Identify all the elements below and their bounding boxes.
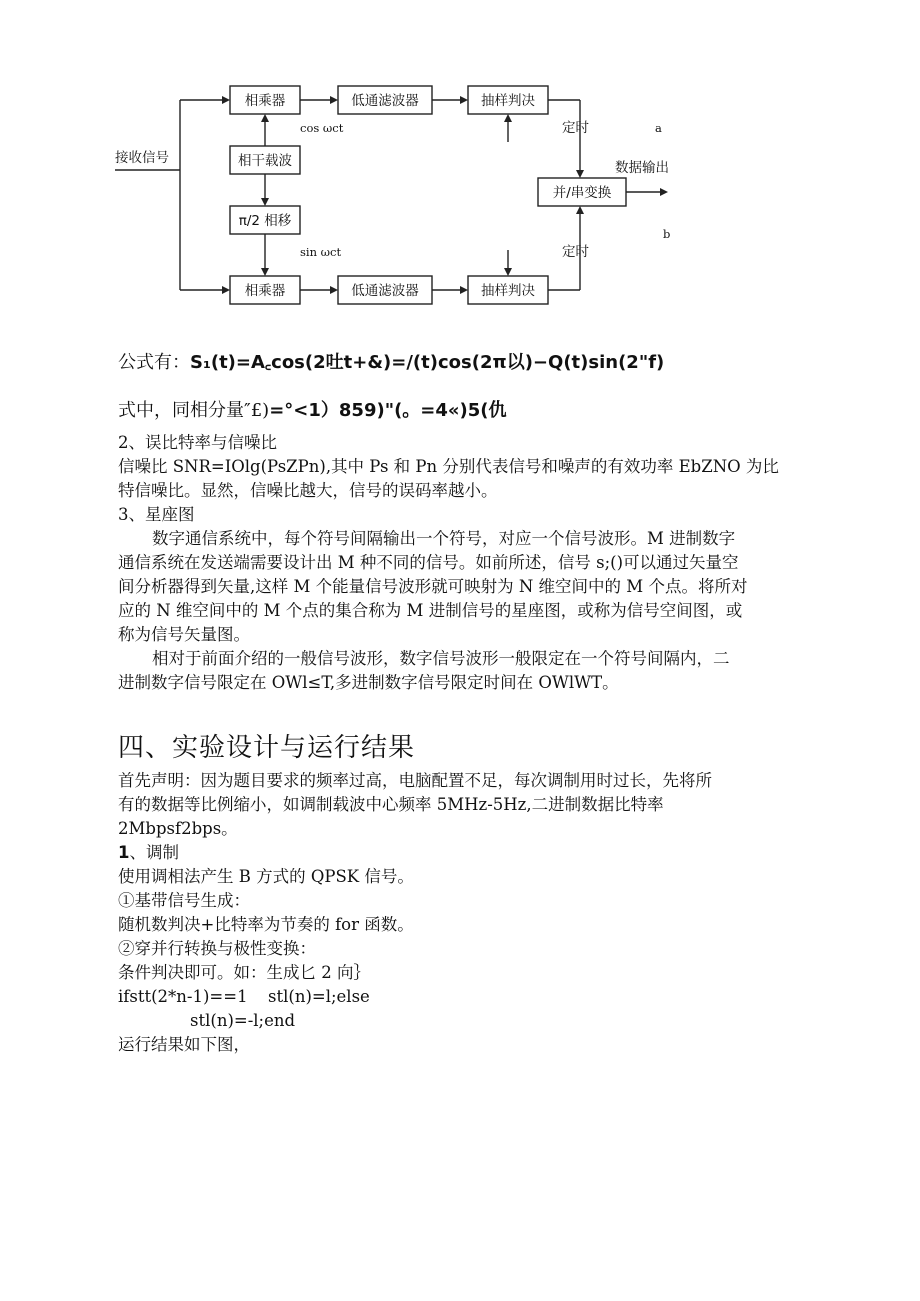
bottom-multiplier-label: 相乘器 bbox=[244, 283, 286, 299]
section-4-item: ①基带信号生成： bbox=[118, 891, 250, 910]
section-2-line: 特信噪比。显然，信噪比越大，信号的误码率越小。 bbox=[118, 481, 498, 500]
top-lpf-label: 低通滤波器 bbox=[351, 93, 419, 109]
sin-label: sin ωct bbox=[300, 245, 342, 259]
section-4-item: 随机数判决+比特率为节奏的 for 函数。 bbox=[118, 915, 414, 934]
section-4-heading: 四、实验设计与运行结果 bbox=[118, 733, 416, 763]
section-4-last-line: 运行结果如下图， bbox=[118, 1035, 250, 1054]
phase-shift-label: π/2 相移 bbox=[238, 213, 292, 229]
code-line-1a: ifstt(2*n-1)==1 bbox=[118, 987, 248, 1006]
section-3-line: 通信系统在发送端需要设计出 M 种不同的信号。如前所述，信号 s;()可以通过矢量空 bbox=[118, 553, 739, 572]
section-3-line: 应的 N 维空间中的 M 个点的集合称为 M 进制信号的星座图，或称为信号空间图，或 bbox=[118, 601, 743, 620]
section-4-line: 首先声明：因为题目要求的频率过高，电脑配置不足，每次调制用时过长，先将所 bbox=[118, 771, 712, 790]
formula-1-expression: S₁(t)=A꜀cos(2吐t+&)=/(t)cos(2π以)−Q(t)sin(2"f) bbox=[190, 352, 665, 373]
formula-line-1 bbox=[118, 348, 664, 374]
section-2-line: 信噪比 SNR=IOlg(PsZPn),其中 Ps 和 Pn 分别代表信号和噪声的有效功率 EbZNO 为比 bbox=[118, 457, 779, 476]
code-line-2: stl(n)=-l;end bbox=[190, 1011, 296, 1030]
timing-top-label: 定时 bbox=[562, 120, 589, 136]
section-3-title: 3、星座图 bbox=[118, 505, 195, 524]
top-decision-label: 抽样判决 bbox=[481, 93, 535, 109]
section-4-item: ②穿并行转换与极性变换： bbox=[118, 939, 316, 958]
section-4-line: 2Mbpsf2bps。 bbox=[118, 819, 238, 838]
section-2-title: 2、误比特率与信噪比 bbox=[118, 433, 277, 452]
formula-2-expression: =°<1）859)"(。=4«)5(仇 bbox=[269, 400, 507, 421]
section-3-line: 相对于前面介绍的一般信号波形，数字信号波形一般限定在一个符号间隔内，二 bbox=[152, 649, 730, 668]
section-3-line: 数字通信系统中，每个符号间隔输出一个符号，对应一个信号波形。M 进制数字 bbox=[152, 529, 736, 548]
section-4-line: 有的数据等比例缩小，如调制载波中心频率 5MHz-5Hz,二进制数据比特率 bbox=[118, 795, 664, 814]
label-a: a bbox=[655, 121, 662, 135]
subsection-1-title bbox=[118, 841, 179, 865]
section-3-line: 进制数字信号限定在 OWl≤T,多进制数字信号限定时间在 OWlWT。 bbox=[118, 673, 619, 692]
formula-line-2 bbox=[118, 396, 507, 422]
section-3-line: 称为信号矢量图。 bbox=[118, 625, 250, 644]
code-line-1b: stl(n)=l;else bbox=[268, 987, 370, 1006]
data-output-label: 数据输出 bbox=[615, 160, 669, 176]
bottom-decision-label: 抽样判决 bbox=[481, 283, 535, 299]
section-4-item: 使用调相法产生 B 方式的 QPSK 信号。 bbox=[118, 867, 414, 886]
ps-converter-label: 并/串变换 bbox=[552, 185, 612, 201]
bottom-lpf-label: 低通滤波器 bbox=[351, 283, 419, 299]
input-label: 接收信号 bbox=[115, 150, 169, 166]
formula-2-prefix: 式中，同相分量″£) bbox=[118, 400, 270, 421]
top-multiplier-label: 相乘器 bbox=[244, 93, 286, 109]
qpsk-demodulator-diagram bbox=[110, 80, 710, 310]
formula-1-prefix: 公式有： bbox=[118, 352, 190, 373]
timing-bottom-label: 定时 bbox=[562, 244, 589, 260]
carrier-label: 相干载波 bbox=[238, 153, 292, 169]
section-4-item: 条件判决即可。如：生成匕 2 向｝ bbox=[118, 963, 370, 982]
subsection-1-number: 1 bbox=[118, 843, 130, 862]
label-b: b bbox=[663, 227, 671, 241]
subsection-1-text: 、调制 bbox=[129, 843, 179, 862]
cos-label: cos ωct bbox=[300, 121, 344, 135]
section-3-line: 间分析器得到矢量,这样 M 个能量信号波形就可映射为 N 维空间中的 M 个点。将所对 bbox=[118, 577, 748, 596]
